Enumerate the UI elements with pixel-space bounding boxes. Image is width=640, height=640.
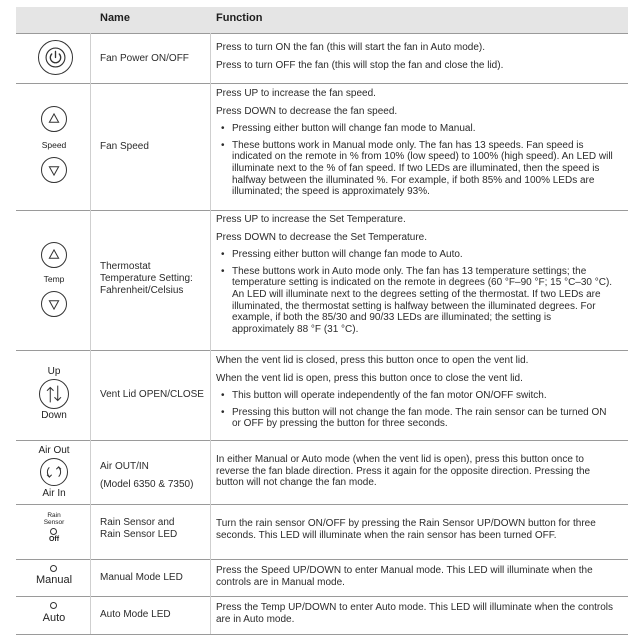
manual-mode-led	[50, 565, 57, 572]
function-name	[100, 53, 212, 65]
bullet-item: • Pressing this button will not change the fan mode. The rain sensor can be turned ON or OFF by pressing the button for three seconds.	[216, 407, 616, 430]
name-line: Vent Lid OPEN/CLOSE	[100, 389, 204, 400]
speed-label: Speed	[41, 140, 67, 150]
vent-lid-button	[39, 379, 69, 409]
function-name	[100, 572, 212, 584]
temp-down-button	[41, 291, 67, 317]
function-description	[216, 42, 616, 77]
row-divider	[16, 504, 628, 505]
function-description	[216, 602, 616, 631]
bullet-item: • Pressing either button will change fan mode to Manual.	[216, 123, 616, 135]
description-paragraph: When the vent lid is closed, press this button once to open the vent lid.	[216, 355, 529, 366]
rain-sensor-label	[32, 512, 76, 526]
function-name	[100, 609, 212, 621]
air-direction-button	[40, 458, 68, 486]
row-divider	[16, 33, 628, 34]
function-name	[100, 389, 212, 401]
description-bullets	[216, 390, 616, 430]
power-icon	[39, 41, 72, 74]
name-line: Thermostat	[100, 261, 151, 272]
triangle-up-icon	[42, 243, 66, 267]
down-label: Down	[41, 410, 67, 421]
bullet-item: • This button will operate independently of the fan motor ON/OFF switch.	[216, 390, 616, 402]
bullet-item: • Pressing either button will change fan mode to Auto.	[216, 249, 616, 261]
row-divider	[16, 440, 628, 441]
column-divider	[90, 33, 91, 634]
description-paragraph: Press to turn ON the fan (this will start the fan in Auto mode).	[216, 42, 486, 53]
function-description	[216, 355, 616, 435]
description-paragraph: Press DOWN to decrease the fan speed.	[216, 105, 398, 117]
triangle-up-icon	[42, 107, 66, 131]
description-paragraph: Turn the rain sensor ON/OFF by pressing the Rain Sensor UP/DOWN button for three seconds. This LED will illuminate when the rain sensor has been turned OFF.	[216, 518, 596, 541]
row-divider	[16, 210, 628, 211]
function-name	[100, 517, 212, 541]
manual-label: Manual	[35, 574, 73, 586]
name-line: Air OUT/IN	[100, 461, 149, 472]
air-in-label: Air In	[42, 488, 66, 499]
column-header-function: Function	[216, 12, 263, 24]
description-paragraph: Press to turn OFF the fan (this will stop the fan and close the lid).	[216, 59, 504, 71]
column-divider	[210, 33, 211, 634]
bullet-item: • These buttons work in Auto mode only. The fan has 13 temperature settings; the temperature setting is indicated on the remote in degrees (60 °F–90 °F; 15 °C–30 °C). An LED will illuminate next to the degrees setting of the thermostat. If two LEDs are illuminated, the thermostat setting is halfway between the illuminated degrees. For example, if both the 85/30 and 90/33 LEDs are illuminated; the setting is approximately 88 °F (31 °C).	[216, 266, 616, 336]
name-line: Rain Sensor and	[100, 517, 175, 528]
auto-label: Auto	[42, 612, 66, 624]
function-description	[216, 565, 616, 594]
description-paragraph: Press DOWN to decrease the Set Temperature.	[216, 231, 428, 243]
name-line: Fan Speed	[100, 141, 149, 152]
auto-mode-led	[50, 602, 57, 609]
name-line: Fahrenheit/Celsius	[100, 285, 184, 296]
temp-up-button	[41, 242, 67, 268]
air-out-label: Air Out	[38, 445, 70, 456]
power-button	[38, 40, 73, 75]
up-label: Up	[47, 366, 61, 377]
name-line: Fan Power ON/OFF	[100, 53, 189, 64]
function-description	[216, 454, 616, 495]
row-divider	[16, 559, 628, 560]
description-paragraph: When the vent lid is open, press this button once to close the vent lid.	[216, 372, 523, 384]
rain-sensor-led	[50, 528, 57, 535]
name-line: Manual Mode LED	[100, 572, 183, 583]
temp-label: Temp	[43, 274, 65, 284]
name-line: Auto Mode LED	[100, 609, 171, 620]
up-down-arrows-icon	[40, 380, 68, 408]
description-paragraph: Press UP to increase the Set Temperature.	[216, 214, 406, 225]
description-bullets	[216, 123, 616, 198]
function-name	[100, 458, 212, 494]
function-name	[100, 261, 212, 297]
speed-up-button	[41, 106, 67, 132]
function-description	[216, 88, 616, 203]
row-divider	[16, 596, 628, 597]
sensor-label-line: Sensor	[43, 519, 65, 526]
rotate-arrows-icon	[41, 459, 67, 485]
description-bullets	[216, 249, 616, 335]
description-paragraph: Press the Temp UP/DOWN to enter Auto mode. This LED will illuminate when the controls are in Auto mode.	[216, 602, 614, 625]
row-divider	[16, 634, 628, 635]
function-description	[216, 518, 616, 547]
description-paragraph: In either Manual or Auto mode (when the vent lid is open), press this button once to reverse the fan blade direction. Press it again for the opposite direction. Pressing the button will not change the fan mode.	[216, 454, 591, 489]
bullet-item: • These buttons work in Manual mode only. The fan has 13 speeds. Fan speed is indicated on the remote in % from 10% (low speed) to 100% (high speed). An LED will illuminate next to the % of fan speed. If two LEDs are illuminated, then the speed is halfway between the illuminated %. For example, if both 85% and 100% LEDs are illuminated; the speed is approximately 93%.	[216, 140, 616, 198]
name-line: Temperature Setting:	[100, 273, 193, 284]
description-paragraph: Press the Speed UP/DOWN to enter Manual mode. This LED will illuminate when the controls are in Manual mode.	[216, 565, 593, 588]
column-header-name: Name	[100, 12, 130, 24]
function-description	[216, 214, 616, 340]
rain-label-line: Rain	[47, 512, 61, 519]
description-paragraph: Press UP to increase the fan speed.	[216, 88, 376, 99]
triangle-down-icon	[42, 292, 66, 316]
row-divider	[16, 350, 628, 351]
row-divider	[16, 83, 628, 84]
name-line: (Model 6350 & 7350)	[100, 479, 194, 490]
speed-down-button	[41, 157, 67, 183]
function-name	[100, 141, 212, 153]
triangle-down-icon	[42, 158, 66, 182]
name-line: Rain Sensor LED	[100, 529, 178, 540]
off-label: Off	[48, 536, 60, 543]
